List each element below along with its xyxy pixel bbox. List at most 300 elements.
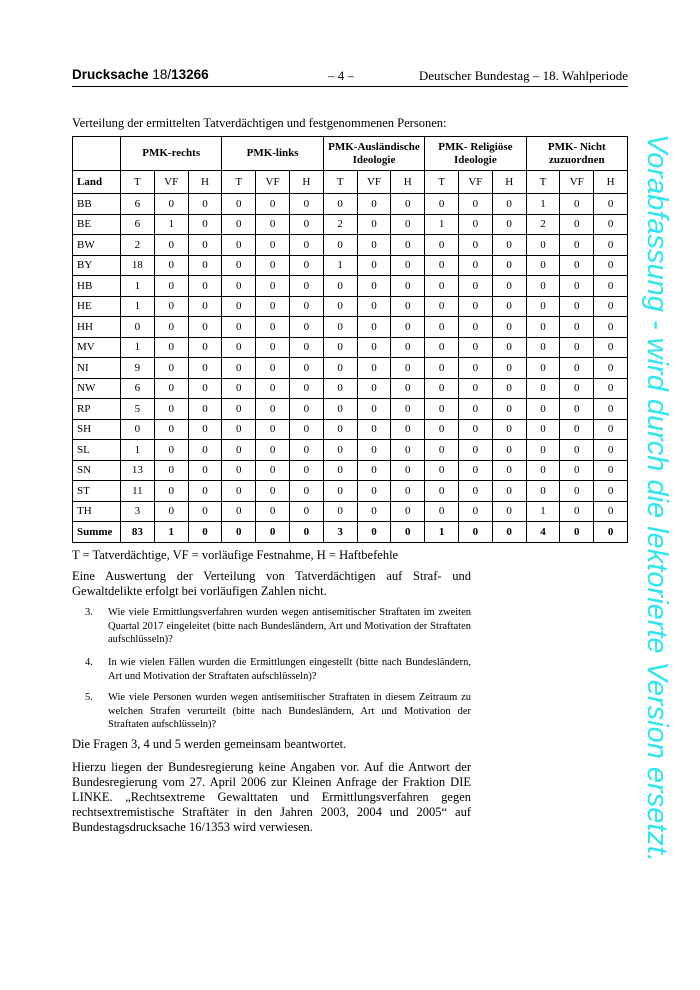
paragraph-answer: Hierzu liegen der Bundesregierung keine Angaben vor. Auf die Antwort der Bundesregierung vom 27. April 2006 zur Kleinen Anfrage der Fraktion DIE LINKE. „Rechtsextreme Gewalttaten und Ermittlungsverfahren gegen rechtsextremistische Straftäter in den Jahren 2003, 2004 und 2005“ auf Bundestagsdrucksache 16/1353 wird verwiesen. xyxy=(72,760,471,834)
value-cell: 0 xyxy=(492,317,526,338)
value-cell: 0 xyxy=(289,255,323,276)
value-cell: 0 xyxy=(256,378,290,399)
value-cell: 0 xyxy=(560,276,594,297)
value-cell: 0 xyxy=(289,481,323,502)
subcol-header: VF xyxy=(458,171,492,194)
table-row xyxy=(73,337,628,358)
value-cell: 0 xyxy=(188,501,222,522)
value-cell: 0 xyxy=(458,501,492,522)
value-cell: 0 xyxy=(391,481,425,502)
value-cell: 0 xyxy=(526,276,560,297)
value-cell: 1 xyxy=(121,276,155,297)
table-row xyxy=(73,194,628,215)
value-cell: 0 xyxy=(357,460,391,481)
value-cell: 0 xyxy=(594,358,628,379)
value-cell: 0 xyxy=(492,358,526,379)
value-cell: 1 xyxy=(121,440,155,461)
subcol-header: H xyxy=(391,171,425,194)
subcol-header: T xyxy=(323,171,357,194)
value-cell: 0 xyxy=(256,276,290,297)
value-cell: 0 xyxy=(188,481,222,502)
value-cell: 0 xyxy=(357,296,391,317)
value-cell: 0 xyxy=(222,399,256,420)
suspects-table xyxy=(72,136,628,543)
value-cell: 0 xyxy=(560,460,594,481)
value-cell: 0 xyxy=(391,317,425,338)
value-cell: 83 xyxy=(121,522,155,543)
value-cell: 0 xyxy=(425,255,459,276)
value-cell: 0 xyxy=(222,214,256,235)
value-cell: 0 xyxy=(188,296,222,317)
table-row xyxy=(73,399,628,420)
value-cell: 0 xyxy=(323,296,357,317)
value-cell: 0 xyxy=(458,255,492,276)
value-cell: 0 xyxy=(458,460,492,481)
value-cell: 0 xyxy=(391,296,425,317)
value-cell: 0 xyxy=(222,481,256,502)
value-cell: 0 xyxy=(560,378,594,399)
value-cell: 0 xyxy=(391,194,425,215)
value-cell: 0 xyxy=(458,440,492,461)
value-cell: 0 xyxy=(425,481,459,502)
value-cell: 0 xyxy=(526,358,560,379)
paragraph-joint-answer: Die Fragen 3, 4 und 5 werden gemeinsam beantwortet. xyxy=(72,737,347,751)
table-row xyxy=(73,235,628,256)
land-cell: SH xyxy=(73,419,121,440)
value-cell: 1 xyxy=(121,337,155,358)
value-cell: 0 xyxy=(357,317,391,338)
value-cell: 0 xyxy=(594,276,628,297)
table-body xyxy=(73,194,628,543)
value-cell: 0 xyxy=(391,358,425,379)
value-cell: 0 xyxy=(289,214,323,235)
value-cell: 0 xyxy=(188,399,222,420)
value-cell: 0 xyxy=(594,296,628,317)
value-cell: 0 xyxy=(188,460,222,481)
value-cell: 0 xyxy=(188,440,222,461)
question-number: 4. xyxy=(85,657,93,668)
value-cell: 11 xyxy=(121,481,155,502)
question-text: In wie vielen Fällen wurden die Ermittlungen eingestellt (bitte nach Bundesländern, Art und Motivation der Straftaten aufschlüsseln)? xyxy=(108,657,471,682)
value-cell: 0 xyxy=(458,399,492,420)
land-cell: HE xyxy=(73,296,121,317)
page-header xyxy=(72,66,628,87)
table-row xyxy=(73,255,628,276)
document-number xyxy=(72,67,209,82)
question-number: 5. xyxy=(85,692,93,703)
value-cell: 0 xyxy=(289,317,323,338)
value-cell: 1 xyxy=(526,501,560,522)
sum-row xyxy=(73,522,628,543)
value-cell: 0 xyxy=(256,296,290,317)
value-cell: 0 xyxy=(492,440,526,461)
subcol-header: H xyxy=(492,171,526,194)
value-cell: 5 xyxy=(121,399,155,420)
land-cell: SL xyxy=(73,440,121,461)
table-row xyxy=(73,378,628,399)
page-number: – 4 – xyxy=(328,68,354,83)
value-cell: 0 xyxy=(289,399,323,420)
question-4 xyxy=(85,656,471,683)
value-cell: 3 xyxy=(121,501,155,522)
value-cell: 0 xyxy=(357,337,391,358)
value-cell: 0 xyxy=(188,276,222,297)
value-cell: 0 xyxy=(323,419,357,440)
value-cell: 0 xyxy=(492,460,526,481)
question-3 xyxy=(85,606,471,647)
land-cell: BB xyxy=(73,194,121,215)
value-cell: 0 xyxy=(594,460,628,481)
value-cell: 0 xyxy=(492,337,526,358)
value-cell: 0 xyxy=(458,296,492,317)
value-cell: 0 xyxy=(222,317,256,338)
value-cell: 0 xyxy=(256,501,290,522)
land-cell: TH xyxy=(73,501,121,522)
value-cell: 0 xyxy=(188,522,222,543)
value-cell: 0 xyxy=(560,522,594,543)
value-cell: 0 xyxy=(188,194,222,215)
value-cell: 0 xyxy=(391,214,425,235)
value-cell: 0 xyxy=(154,317,188,338)
value-cell: 0 xyxy=(154,419,188,440)
doc-number: 13266 xyxy=(171,67,209,82)
value-cell: 0 xyxy=(594,419,628,440)
value-cell: 0 xyxy=(492,522,526,543)
value-cell: 0 xyxy=(425,194,459,215)
value-cell: 0 xyxy=(323,235,357,256)
table-row xyxy=(73,460,628,481)
value-cell: 0 xyxy=(594,337,628,358)
value-cell: 0 xyxy=(222,296,256,317)
value-cell: 1 xyxy=(121,296,155,317)
value-cell: 0 xyxy=(121,419,155,440)
value-cell: 0 xyxy=(222,358,256,379)
value-cell: 2 xyxy=(323,214,357,235)
doc-series: 18/ xyxy=(152,67,172,82)
table-row xyxy=(73,317,628,338)
value-cell: 0 xyxy=(391,522,425,543)
value-cell: 0 xyxy=(188,214,222,235)
value-cell: 0 xyxy=(492,194,526,215)
land-cell: NI xyxy=(73,358,121,379)
value-cell: 13 xyxy=(121,460,155,481)
value-cell: 0 xyxy=(357,501,391,522)
value-cell: 0 xyxy=(256,460,290,481)
value-cell: 0 xyxy=(560,235,594,256)
value-cell: 0 xyxy=(492,255,526,276)
value-cell: 0 xyxy=(594,501,628,522)
value-cell: 0 xyxy=(222,378,256,399)
value-cell: 0 xyxy=(391,337,425,358)
value-cell: 0 xyxy=(425,276,459,297)
table-row xyxy=(73,440,628,461)
draft-watermark: Vorabfassung - wird durch die lektorierte Version ersetzt. xyxy=(641,133,673,863)
value-cell: 0 xyxy=(289,276,323,297)
value-cell: 0 xyxy=(458,276,492,297)
value-cell: 0 xyxy=(357,419,391,440)
value-cell: 0 xyxy=(188,317,222,338)
value-cell: 0 xyxy=(289,501,323,522)
value-cell: 6 xyxy=(121,214,155,235)
question-number: 3. xyxy=(85,607,93,618)
value-cell: 0 xyxy=(526,460,560,481)
value-cell: 0 xyxy=(289,440,323,461)
value-cell: 0 xyxy=(357,276,391,297)
value-cell: 0 xyxy=(391,501,425,522)
subcol-header: T xyxy=(425,171,459,194)
value-cell: 0 xyxy=(222,440,256,461)
value-cell: 9 xyxy=(121,358,155,379)
value-cell: 0 xyxy=(458,194,492,215)
subcol-header: H xyxy=(188,171,222,194)
table-row xyxy=(73,501,628,522)
land-cell: BW xyxy=(73,235,121,256)
value-cell: 0 xyxy=(357,378,391,399)
value-cell: 0 xyxy=(458,337,492,358)
value-cell: 0 xyxy=(391,440,425,461)
value-cell: 0 xyxy=(560,296,594,317)
value-cell: 0 xyxy=(492,276,526,297)
subcol-header: H xyxy=(594,171,628,194)
value-cell: 0 xyxy=(458,419,492,440)
value-cell: 0 xyxy=(222,255,256,276)
value-cell: 0 xyxy=(560,358,594,379)
value-cell: 0 xyxy=(154,276,188,297)
land-cell: RP xyxy=(73,399,121,420)
group-header: PMK-rechts xyxy=(121,137,222,171)
value-cell: 0 xyxy=(323,460,357,481)
value-cell: 0 xyxy=(526,296,560,317)
value-cell: 0 xyxy=(188,235,222,256)
value-cell: 0 xyxy=(391,399,425,420)
value-cell: 0 xyxy=(458,378,492,399)
value-cell: 0 xyxy=(425,235,459,256)
value-cell: 0 xyxy=(492,481,526,502)
value-cell: 0 xyxy=(526,235,560,256)
value-cell: 6 xyxy=(121,378,155,399)
subcol-header: T xyxy=(222,171,256,194)
value-cell: 0 xyxy=(154,358,188,379)
land-cell: BY xyxy=(73,255,121,276)
value-cell: 0 xyxy=(560,317,594,338)
table-row xyxy=(73,481,628,502)
value-cell: 0 xyxy=(492,501,526,522)
value-cell: 0 xyxy=(357,481,391,502)
value-cell: 0 xyxy=(357,235,391,256)
subcol-header: H xyxy=(289,171,323,194)
value-cell: 0 xyxy=(222,235,256,256)
land-cell: HH xyxy=(73,317,121,338)
value-cell: 1 xyxy=(526,194,560,215)
value-cell: 0 xyxy=(357,214,391,235)
value-cell: 0 xyxy=(560,194,594,215)
value-cell: 0 xyxy=(425,337,459,358)
value-cell: 0 xyxy=(425,419,459,440)
value-cell: 0 xyxy=(594,235,628,256)
value-cell: 0 xyxy=(256,337,290,358)
land-cell: MV xyxy=(73,337,121,358)
value-cell: 0 xyxy=(188,337,222,358)
value-cell: 0 xyxy=(323,378,357,399)
value-cell: 0 xyxy=(560,255,594,276)
value-cell: 0 xyxy=(458,214,492,235)
question-text: Wie viele Ermittlungsverfahren wurden wegen antisemitischer Straftaten im zweiten Quartal 2017 eingeleitet (bitte nach Bundesländern, Art und Motivation der Straftaten aufschlüsseln)? xyxy=(108,607,471,645)
value-cell: 0 xyxy=(425,440,459,461)
value-cell: 0 xyxy=(222,419,256,440)
value-cell: 0 xyxy=(256,255,290,276)
land-cell: ST xyxy=(73,481,121,502)
value-cell: 0 xyxy=(154,337,188,358)
value-cell: 0 xyxy=(425,296,459,317)
value-cell: 0 xyxy=(256,522,290,543)
value-cell: 0 xyxy=(425,501,459,522)
value-cell: 0 xyxy=(289,296,323,317)
value-cell: 0 xyxy=(188,255,222,276)
group-header: PMK-Ausländische Ideologie xyxy=(323,137,424,171)
value-cell: 0 xyxy=(594,399,628,420)
subcol-header: VF xyxy=(154,171,188,194)
value-cell: 0 xyxy=(357,440,391,461)
value-cell: 3 xyxy=(323,522,357,543)
value-cell: 0 xyxy=(154,255,188,276)
value-cell: 0 xyxy=(222,194,256,215)
value-cell: 0 xyxy=(458,358,492,379)
value-cell: 0 xyxy=(594,440,628,461)
value-cell: 0 xyxy=(357,194,391,215)
value-cell: 0 xyxy=(323,501,357,522)
value-cell: 0 xyxy=(391,235,425,256)
value-cell: 0 xyxy=(154,194,188,215)
doc-prefix: Drucksache xyxy=(72,67,149,82)
table-legend: T = Tatverdächtige, VF = vorläufige Festnahme, H = Haftbefehle xyxy=(72,548,399,562)
value-cell: 0 xyxy=(323,337,357,358)
value-cell: 0 xyxy=(154,296,188,317)
value-cell: 0 xyxy=(256,317,290,338)
land-cell: Summe xyxy=(73,522,121,543)
value-cell: 0 xyxy=(492,378,526,399)
value-cell: 2 xyxy=(526,214,560,235)
value-cell: 0 xyxy=(323,358,357,379)
table-row xyxy=(73,296,628,317)
value-cell: 0 xyxy=(594,317,628,338)
value-cell: 0 xyxy=(154,378,188,399)
value-cell: 0 xyxy=(526,419,560,440)
value-cell: 0 xyxy=(323,481,357,502)
value-cell: 0 xyxy=(357,358,391,379)
value-cell: 0 xyxy=(154,501,188,522)
table-caption: Verteilung der ermittelten Tatverdächtigen und festgenommenen Personen: xyxy=(72,116,447,130)
land-cell: HB xyxy=(73,276,121,297)
land-cell: BE xyxy=(73,214,121,235)
value-cell: 0 xyxy=(154,235,188,256)
question-5 xyxy=(85,691,471,732)
subcol-header: T xyxy=(526,171,560,194)
subcol-header: VF xyxy=(357,171,391,194)
value-cell: 0 xyxy=(560,399,594,420)
value-cell: 0 xyxy=(256,358,290,379)
value-cell: 1 xyxy=(154,214,188,235)
group-header-row xyxy=(73,137,628,171)
value-cell: 1 xyxy=(323,255,357,276)
value-cell: 0 xyxy=(492,419,526,440)
value-cell: 0 xyxy=(289,358,323,379)
value-cell: 0 xyxy=(222,522,256,543)
value-cell: 0 xyxy=(391,276,425,297)
value-cell: 0 xyxy=(154,440,188,461)
land-cell: SN xyxy=(73,460,121,481)
value-cell: 0 xyxy=(425,378,459,399)
value-cell: 0 xyxy=(391,419,425,440)
value-cell: 0 xyxy=(526,399,560,420)
subcol-header: VF xyxy=(256,171,290,194)
value-cell: 0 xyxy=(256,481,290,502)
value-cell: 0 xyxy=(289,337,323,358)
value-cell: 0 xyxy=(357,255,391,276)
value-cell: 0 xyxy=(256,419,290,440)
corner-cell xyxy=(73,137,121,171)
value-cell: 0 xyxy=(458,317,492,338)
value-cell: 0 xyxy=(256,399,290,420)
value-cell: 0 xyxy=(256,194,290,215)
value-cell: 0 xyxy=(391,255,425,276)
value-cell: 0 xyxy=(323,399,357,420)
paragraph-evaluation: Eine Auswertung der Verteilung von Tatverdächtigen auf Straf- und Gewaltdelikte erfolgt bei vorläufigen Zahlen nicht. xyxy=(72,569,471,598)
value-cell: 0 xyxy=(357,522,391,543)
value-cell: 1 xyxy=(425,214,459,235)
value-cell: 0 xyxy=(188,378,222,399)
value-cell: 0 xyxy=(323,276,357,297)
value-cell: 2 xyxy=(121,235,155,256)
value-cell: 0 xyxy=(289,235,323,256)
value-cell: 18 xyxy=(121,255,155,276)
value-cell: 0 xyxy=(425,399,459,420)
value-cell: 0 xyxy=(323,194,357,215)
question-text: Wie viele Personen wurden wegen antisemitischer Straftaten in diesem Zeitraum zu welchen Strafen verurteilt (bitte nach Bundesländern, Art und Motivation der Straftaten aufschlüsseln)? xyxy=(108,692,471,730)
land-cell: NW xyxy=(73,378,121,399)
value-cell: 0 xyxy=(526,440,560,461)
publisher: Deutscher Bundestag – 18. Wahlperiode xyxy=(418,68,628,83)
value-cell: 0 xyxy=(594,378,628,399)
table-row xyxy=(73,358,628,379)
value-cell: 0 xyxy=(154,481,188,502)
value-cell: 0 xyxy=(289,419,323,440)
table-row xyxy=(73,214,628,235)
value-cell: 0 xyxy=(222,337,256,358)
value-cell: 0 xyxy=(222,501,256,522)
value-cell: 0 xyxy=(425,358,459,379)
value-cell: 0 xyxy=(256,214,290,235)
value-cell: 0 xyxy=(560,501,594,522)
value-cell: 0 xyxy=(188,358,222,379)
value-cell: 0 xyxy=(526,317,560,338)
value-cell: 0 xyxy=(526,378,560,399)
value-cell: 4 xyxy=(526,522,560,543)
value-cell: 0 xyxy=(560,419,594,440)
value-cell: 0 xyxy=(425,317,459,338)
value-cell: 0 xyxy=(391,378,425,399)
value-cell: 0 xyxy=(154,399,188,420)
value-cell: 0 xyxy=(154,460,188,481)
subcol-header: VF xyxy=(560,171,594,194)
value-cell: 0 xyxy=(425,460,459,481)
value-cell: 6 xyxy=(121,194,155,215)
value-cell: 0 xyxy=(188,419,222,440)
value-cell: 0 xyxy=(256,235,290,256)
value-cell: 0 xyxy=(222,460,256,481)
value-cell: 0 xyxy=(289,522,323,543)
value-cell: 0 xyxy=(458,522,492,543)
value-cell: 0 xyxy=(560,214,594,235)
